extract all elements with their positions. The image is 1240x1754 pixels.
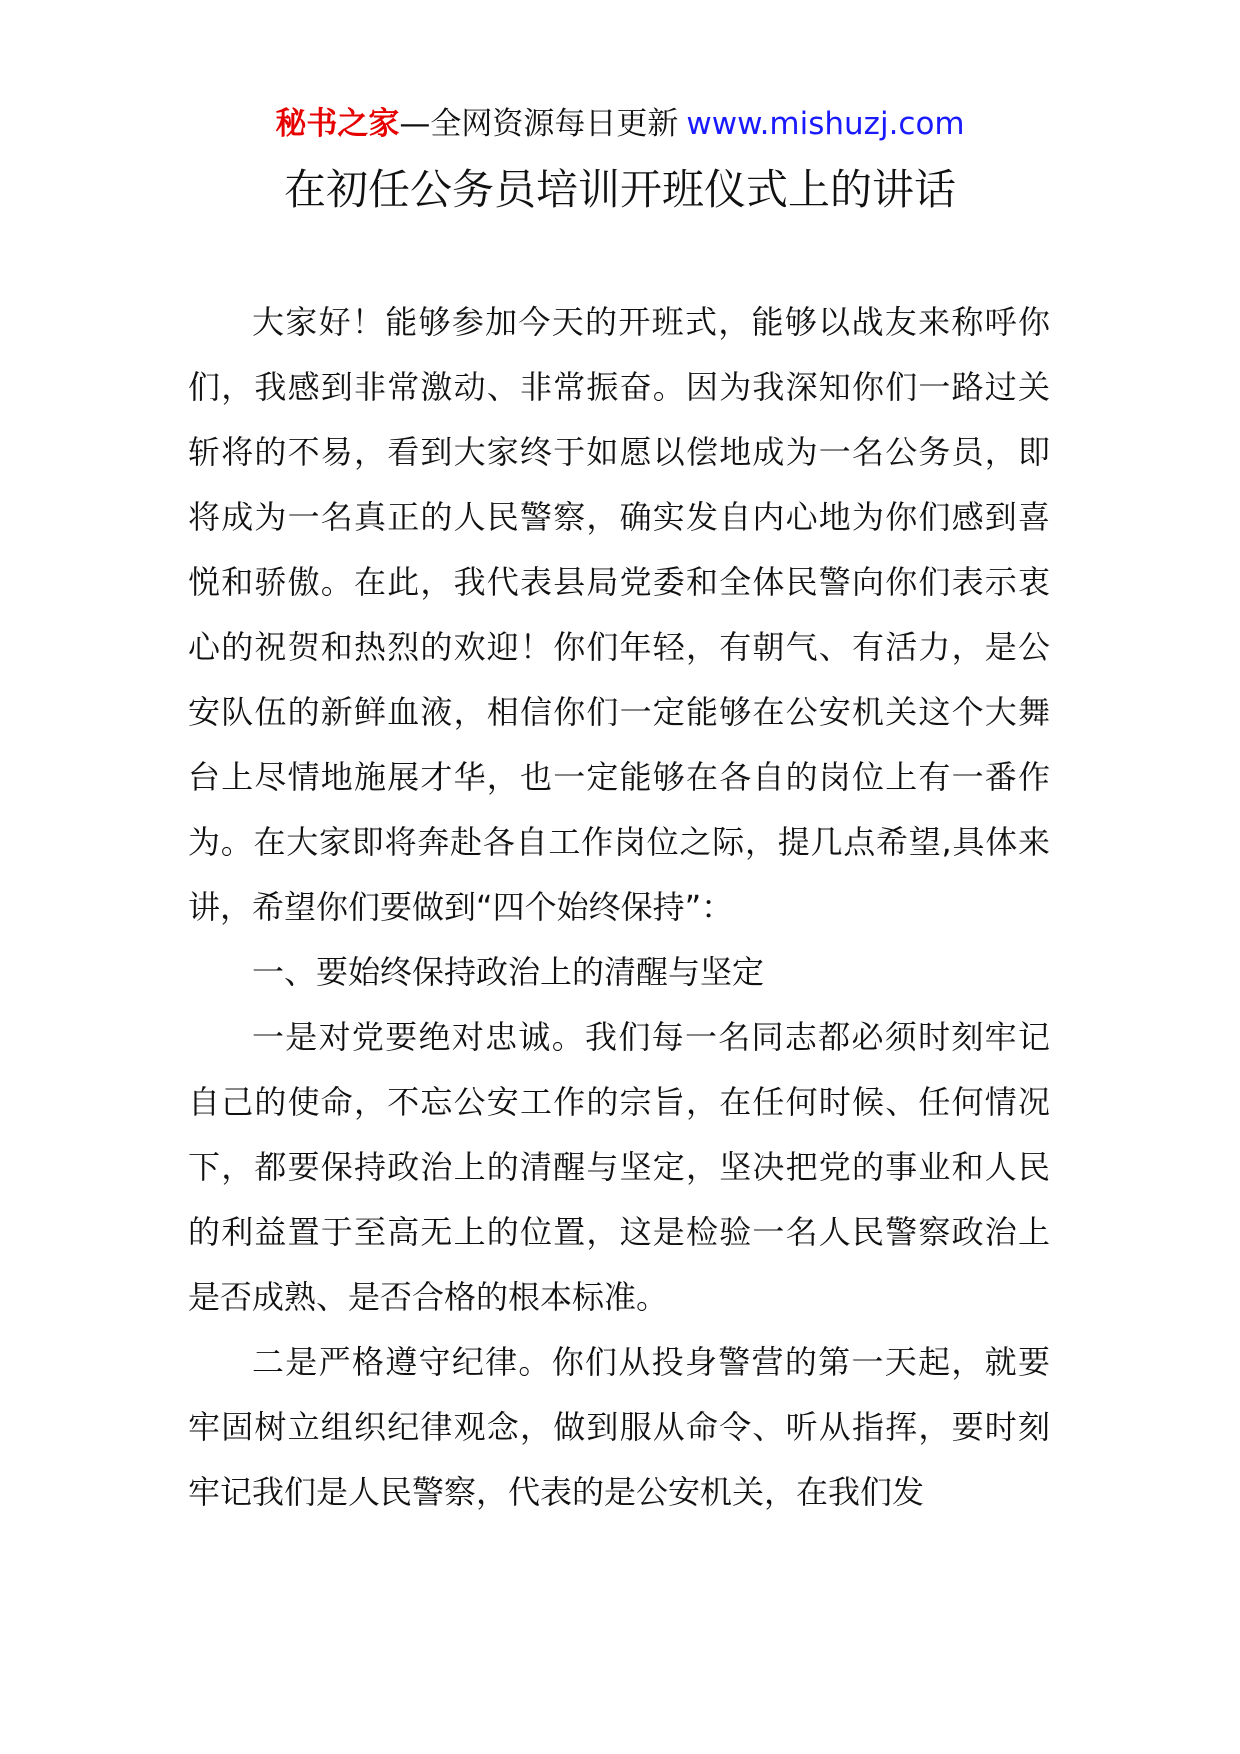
paragraph-point-2: 二是严格遵守纪律。你们从投身警营的第一天起，就要牢固树立组织纪律观念，做到服从命令、听从指挥，要时刻牢记我们是人民警察，代表的是公安机关，在我们发 bbox=[188, 1343, 1050, 1511]
section-heading-1: 一、要始终保持政治上的清醒与坚定 bbox=[252, 953, 765, 991]
site-brand: 秘书之家 bbox=[275, 106, 400, 142]
site-url-link[interactable]: www.mishuzj.com bbox=[686, 106, 965, 142]
site-tagline: —全网资源每日更新 bbox=[399, 106, 679, 142]
site-header bbox=[0, 100, 1240, 148]
paragraph-intro: 大家好！能够参加今天的开班式，能够以战友来称呼你们，我感到非常激动、非常振奋。因为我深知你们一路过关斩将的不易，看到大家终于如愿以偿地成为一名公务员，即将成为一名真正的人民警察，确实发自内心地为你们感到喜悦和骄傲。在此，我代表县局党委和全体民警向你们表示衷心的祝贺和热烈的欢迎！你们年轻，有朝气、有活力，是公安队伍的新鲜血液，相信你们一定能够在公安机关这个大舞台上尽情地施展才华，也一定能够在各自的岗位上有一番作为。在大家即将奔赴各自工作岗位之际，提几点希望,具体来讲，希望你们要做到“四个始终保持”： bbox=[188, 303, 1050, 926]
document-body bbox=[188, 290, 1050, 1525]
paragraph-point-1: 一是对党要绝对忠诚。我们每一名同志都必须时刻牢记自己的使命，不忘公安工作的宗旨，在任何时候、任何情况下，都要保持政治上的清醒与坚定，坚决把党的事业和人民的利益置于至高无上的位置，这是检验一名人民警察政治上是否成熟、是否合格的根本标准。 bbox=[188, 1018, 1050, 1316]
document-title: 在初任公务员培训开班仪式上的讲话 bbox=[283, 165, 956, 214]
